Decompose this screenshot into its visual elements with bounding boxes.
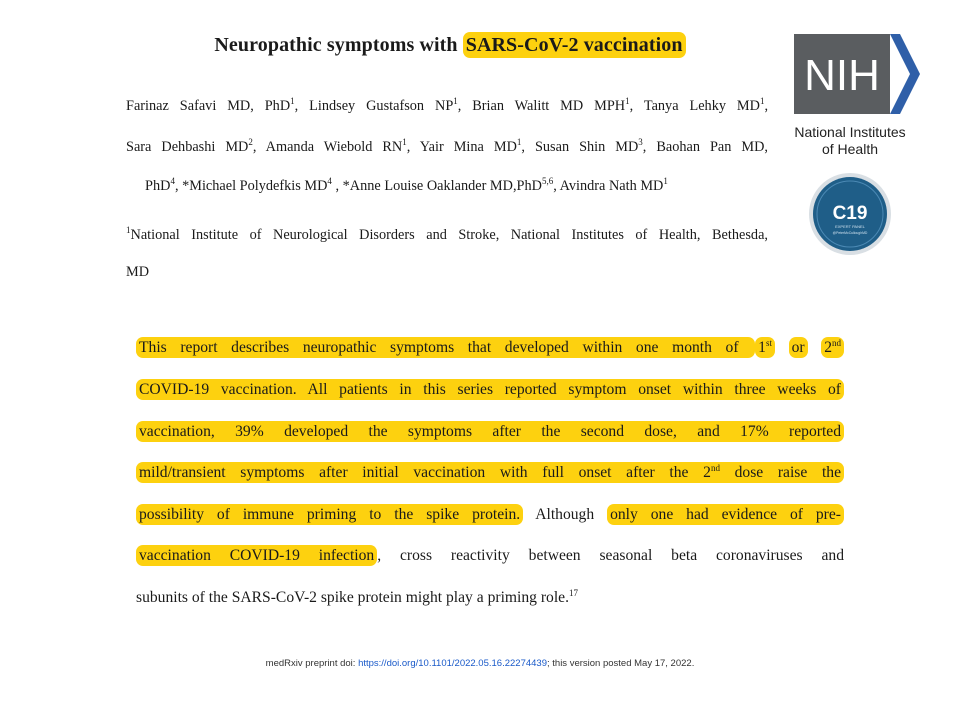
author-line-2	[126, 139, 768, 156]
highlight-run: only one had evidence of pre-	[607, 504, 844, 525]
superscript: 5,6	[541, 176, 554, 186]
nih-caption	[770, 124, 930, 158]
text-run: subunits of the SARS-CoV-2 spike protein might play a priming role.$^{17}$	[136, 588, 578, 606]
superscript: 1	[402, 137, 407, 147]
superscript: 2	[248, 137, 253, 147]
body-line-2	[136, 381, 844, 399]
nih-chevron-icon	[890, 34, 920, 114]
nih-caption-line-1: National Institutes	[794, 124, 906, 140]
highlight-run: possibility of immune priming to the spike protein.	[136, 504, 523, 525]
body-line-1	[136, 339, 844, 357]
highlight-run: vaccination, 39% developed the symptoms after the second dose, and 17% reported	[136, 421, 844, 442]
text-run	[775, 339, 789, 356]
superscript: 17	[569, 588, 578, 598]
affiliation-line-2: MD	[126, 264, 150, 280]
affiliation-line-1	[126, 227, 768, 244]
superscript: 1	[453, 96, 458, 106]
superscript: 4	[327, 176, 332, 186]
body-line-4	[136, 464, 844, 482]
superscript: 1	[663, 176, 668, 186]
nih-logo	[794, 34, 920, 114]
highlight-run: vaccination COVID-19 infection	[136, 545, 377, 566]
author-line-3	[145, 178, 787, 195]
text-run: PhD$^4$, *Michael Polydefkis $MD^4$ , *Anne Louise Oaklander MD,PhD$^{5,6}$, Avindra Nath $MD^1$	[145, 176, 668, 194]
body-line-7	[136, 589, 844, 607]
superscript: 3	[638, 137, 643, 147]
title-highlight: SARS-CoV-2 vaccination	[463, 32, 686, 58]
highlight-run: or	[789, 337, 808, 358]
highlight-run: 2nd	[821, 337, 844, 358]
footer-prefix: medRxiv preprint doi:	[265, 658, 359, 669]
superscript: 1	[290, 96, 295, 106]
highlight-run: 1st	[755, 337, 775, 358]
nih-caption-line-2: of Health	[821, 141, 879, 157]
superscript: 1	[759, 96, 765, 106]
text-run: Sara Dehbashi $MD^2$, Amanda Wiebold $RN^1$, Yair Mina $MD^1$, Susan Shin $MD^3$, Baohan Pan MD,	[126, 137, 768, 155]
preprint-footer	[0, 658, 960, 669]
nih-logo-text: NIH	[804, 51, 880, 100]
superscript: st	[765, 338, 772, 348]
highlight-run: mild/transient symptoms after initial vaccination with full onset after the 2nd dose raise the	[136, 462, 844, 483]
text-run: $^1$National Institute of Neurological Disorders and Stroke, National Institutes of Health, Bethesda,	[126, 225, 768, 243]
badge-text: C19	[832, 203, 868, 224]
c19-badge	[808, 172, 892, 256]
text-run	[808, 339, 822, 356]
highlight-run: COVID-19 vaccination. All patients in this series reported symptom onset within three weeks of	[136, 379, 844, 400]
text-run: Although	[523, 506, 608, 523]
text-run: , cross reactivity between seasonal beta coronaviruses and	[377, 547, 844, 564]
badge-subtext: EXPERT PANEL	[835, 224, 865, 229]
author-line-1	[126, 98, 768, 115]
title-prefix: Neuropathic symptoms with	[214, 34, 463, 56]
superscript: 1	[516, 137, 522, 147]
superscript: 1	[625, 96, 630, 106]
body-line-6	[136, 547, 844, 565]
superscript: 4	[170, 176, 175, 186]
body-line-3	[136, 423, 844, 441]
superscript: nd	[832, 338, 841, 348]
superscript: nd	[710, 463, 720, 473]
highlight-run: This report describes neuropathic symptoms that developed within one month of	[136, 337, 755, 358]
doi-link[interactable]: https://doi.org/10.1101/2022.05.16.22274439	[358, 658, 547, 669]
badge-handle: @PeterMcCulloughMD	[832, 231, 868, 235]
text-run: Farinaz Safavi MD, PhD$^1$, Lindsey Gustafson $NP^1$, Brian Walitt MD MPH$^1$, Tanya Lehky $MD^1$,	[126, 96, 769, 114]
body-line-5	[136, 506, 844, 524]
superscript: 1	[126, 225, 131, 235]
footer-suffix: ; this version posted May 17, 2022.	[547, 658, 695, 669]
paper-title	[0, 34, 900, 57]
